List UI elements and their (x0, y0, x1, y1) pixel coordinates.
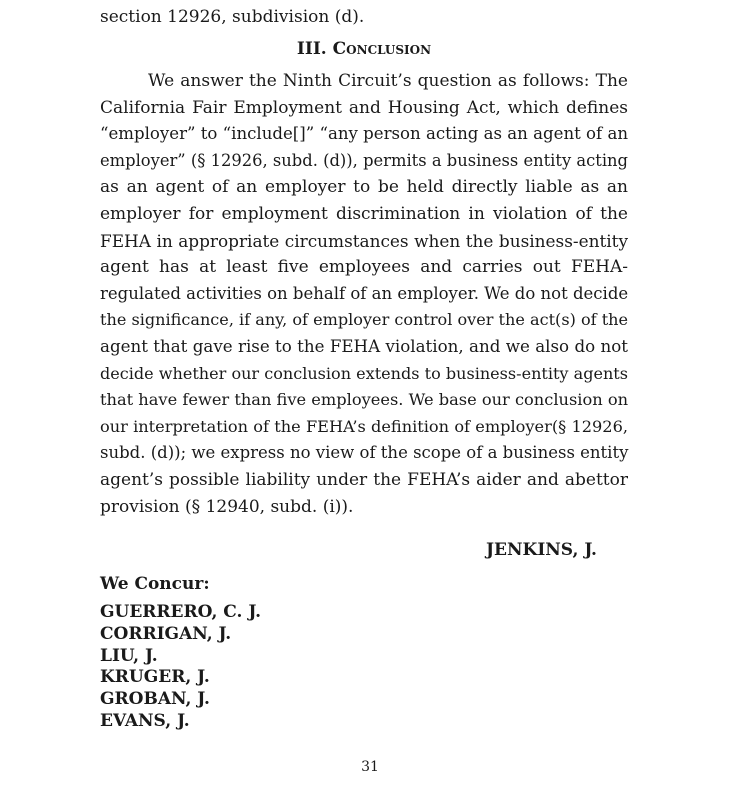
section-heading (100, 37, 628, 61)
opinion-author: JENKINS, J. (486, 540, 597, 560)
paragraph-line: decide whether our conclusion extends to business-entity agents (100, 363, 628, 383)
paragraph-line: employer for employment discrimination in violation of the (100, 203, 628, 224)
conclusion-paragraph (100, 68, 628, 520)
continuation-text: section 12926, subdivision (d). (100, 7, 365, 27)
concurring-justice: EVANS, J. (100, 710, 190, 731)
paragraph-line: the significance, if any, of employer control over the act(s) of the (100, 310, 629, 330)
concurring-justice: KRUGER, J. (100, 667, 210, 688)
section-numeral: III. (296, 39, 327, 59)
paragraph-line: We answer the Ninth Circuit’s question as follows: The (148, 71, 628, 91)
paragraph-line: agent’s possible liability under the FEHA’s aider and abettor (100, 469, 628, 490)
paragraph-line: California Fair Employment and Housing Act, which defines (100, 97, 628, 118)
paragraph-line: provision (§ 12940, subd. (i)). (100, 496, 354, 517)
concur-label: We Concur: (100, 574, 210, 594)
paragraph-line: employer” (§ 12926, subd. (d)), permits a business entity acting (100, 150, 628, 170)
paragraph-line: FEHA in appropriate circumstances when the business-entity (100, 230, 628, 251)
paragraph-line: agent has at least five employees and carries out FEHA- (100, 257, 628, 278)
concurring-justice: GUERRERO, C. J. (100, 602, 262, 622)
concurring-justices-list (100, 602, 261, 733)
concurring-justice: LIU, J. (100, 645, 158, 666)
paragraph-line: agent that gave rise to the FEHA violation, and we also do not (100, 336, 628, 356)
concurring-justice: GROBAN, J. (100, 689, 210, 710)
paragraph-line: that have fewer than five employees. We base our conclusion on (100, 390, 629, 410)
paragraph-line: our interpretation of the FEHA’s definition of employer(§ 12926, (100, 416, 628, 436)
page-number: 31 (361, 759, 379, 775)
section-title: Conclusion (332, 39, 432, 59)
concurring-justice: CORRIGAN, J. (100, 623, 232, 644)
paragraph-line: as an agent of an employer to be held directly liable as an (100, 177, 628, 198)
paragraph-line: subd. (d)); we express no view of the scope of a business entity (100, 443, 629, 463)
paragraph-line: “employer” to “include[]” “any person acting as an agent of an (100, 124, 628, 144)
paragraph-line: regulated activities on behalf of an employer. We do not decide (100, 283, 629, 303)
